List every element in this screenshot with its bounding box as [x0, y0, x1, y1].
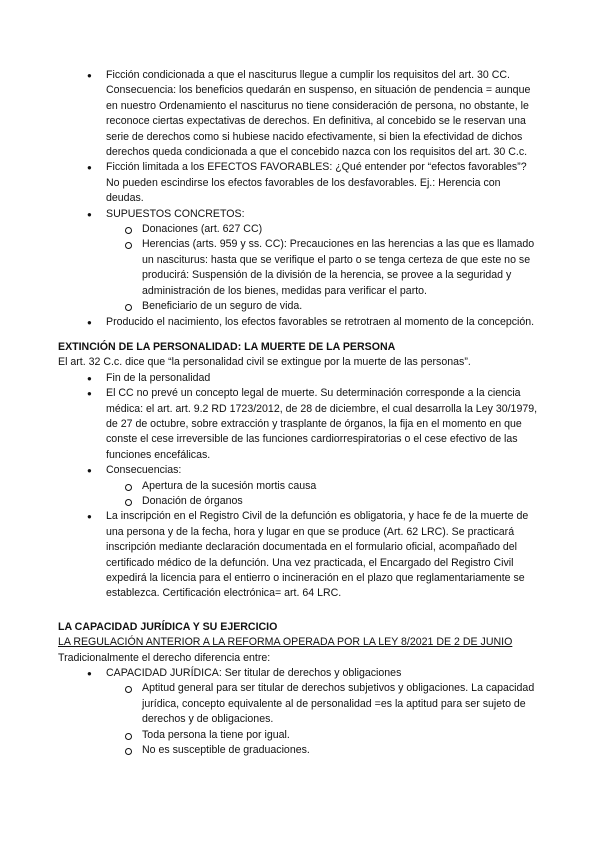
consecuencias-sublist: [106, 479, 540, 510]
capacidad-juridica-label: CAPACIDAD JURÍDICA: Ser titular de derechos y obligaciones: [106, 667, 402, 680]
list-item: ● El CC no prevé un concepto legal de muerte. Su determinación corresponde a la ciencia médica: el art. art. 9.2 RD 1723/2012, de 28 de diciembre, el cual desarrolla la Ley 30/1979, de 27 de octubre, sobre extracción y trasplante de órganos, la fija en el momento en que conste el cese irreversible de las funciones cardiorrespiratorias o el cese efectivo de las funciones encefálicas.: [70, 386, 540, 463]
sublist-item: Donaciones (art. 627 CC): [106, 222, 540, 237]
sublist-item: Apertura de la sucesión mortis causa: [106, 479, 540, 494]
sublist-item: Beneficiario de un seguro de vida.: [106, 299, 540, 314]
paragraph-art-32: El art. 32 C.c. dice que “la personalidad civil se extingue por la muerte de las personas”.: [58, 356, 471, 369]
sublist-item: Donación de órganos: [106, 494, 540, 509]
list-item: ● Ficción condicionada a que el nasciturus llegue a cumplir los requisitos del art. 30 CC. Consecuencia: los beneficios quedarán en suspenso, en situación de pendencia = aunque en nuestro Ordenamiento el nasciturus no tiene consideración de persona, no obstante, le reconoce ciertas expectativas de derechos. En definitiva, al concebido se le reservan una serie de derechos como si hubiese nacido efectivamente, si bien la efectividad de dichos derechos queda condicionada a que el concebido nazca con los requisitos del art. 30 C.c.: [70, 68, 540, 160]
sublist-item: Herencias (arts. 959 y ss. CC): Precauciones en las herencias a las que es llamado un nasciturus: hasta que se verifique el parto o se tenga certeza de que este no se producirá: Suspensión de la división de la herencia, se provee a la seguridad y administración de los bienes, medidas para verificar el parto.: [106, 237, 540, 299]
list-item-capacidad-juridica: [70, 666, 540, 758]
list-item: ● Producido el nacimiento, los efectos favorables se retrotraen al momento de la concepción.: [70, 315, 540, 330]
section-heading-extincion: EXTINCIÓN DE LA PERSONALIDAD: LA MUERTE DE LA PERSONA: [58, 340, 396, 353]
section-heading-capacidad: LA CAPACIDAD JURÍDICA Y SU EJERCICIO: [58, 620, 278, 633]
section-subheading-regulacion: LA REGULACIÓN ANTERIOR A LA REFORMA OPERADA POR LA LEY 8/2021 DE 2 DE JUNIO: [58, 636, 513, 649]
supuestos-label: SUPUESTOS CONCRETOS:: [106, 207, 245, 220]
capacidad-sublist: [106, 681, 540, 758]
extincion-bullet-list: [70, 371, 540, 602]
list-item-supuestos: [70, 207, 540, 315]
list-item: ● Fin de la personalidad: [70, 371, 540, 386]
supuestos-sublist: [106, 222, 540, 314]
intro-bullet-list: [70, 68, 540, 330]
list-item: ● La inscripción en el Registro Civil de la defunción es obligatoria, y hace fe de la muerte de una persona y de la fecha, hora y lugar en que se produce (Art. 62 LRC). Se practicará inscripción mediante declaración documentada en el formulario oficial, acompañado del certificado médico de la defunción. Una vez practicada, el Encargado del Registro Civil expedirá la licencia para el entierro o incineración en el plazo que reglamentariamente se establezca. Certificación electrónica= art. 64 LRC.: [70, 509, 540, 601]
sublist-item: Toda persona la tiene por igual.: [106, 728, 540, 743]
list-item-consecuencias: [70, 463, 540, 509]
list-item: ● Ficción limitada a los EFECTOS FAVORABLES: ¿Qué entender por “efectos favorables”? No pueden escindirse los efectos favorables de los desfavorables. Ej.: Herencia con deudas.: [70, 160, 540, 206]
consecuencias-label: Consecuencias:: [106, 464, 182, 477]
sublist-item: Aptitud general para ser titular de derechos subjetivos y obligaciones. La capacidad jurídica, concepto equivalente al de personalidad =es la aptitud para ser sujeto de derechos y de obligaciones.: [106, 681, 540, 727]
sublist-item: No es susceptible de graduaciones.: [106, 743, 540, 758]
paragraph-tradicionalmente: Tradicionalmente el derecho diferencia entre:: [58, 651, 271, 664]
capacidad-bullet-list: [70, 666, 540, 758]
